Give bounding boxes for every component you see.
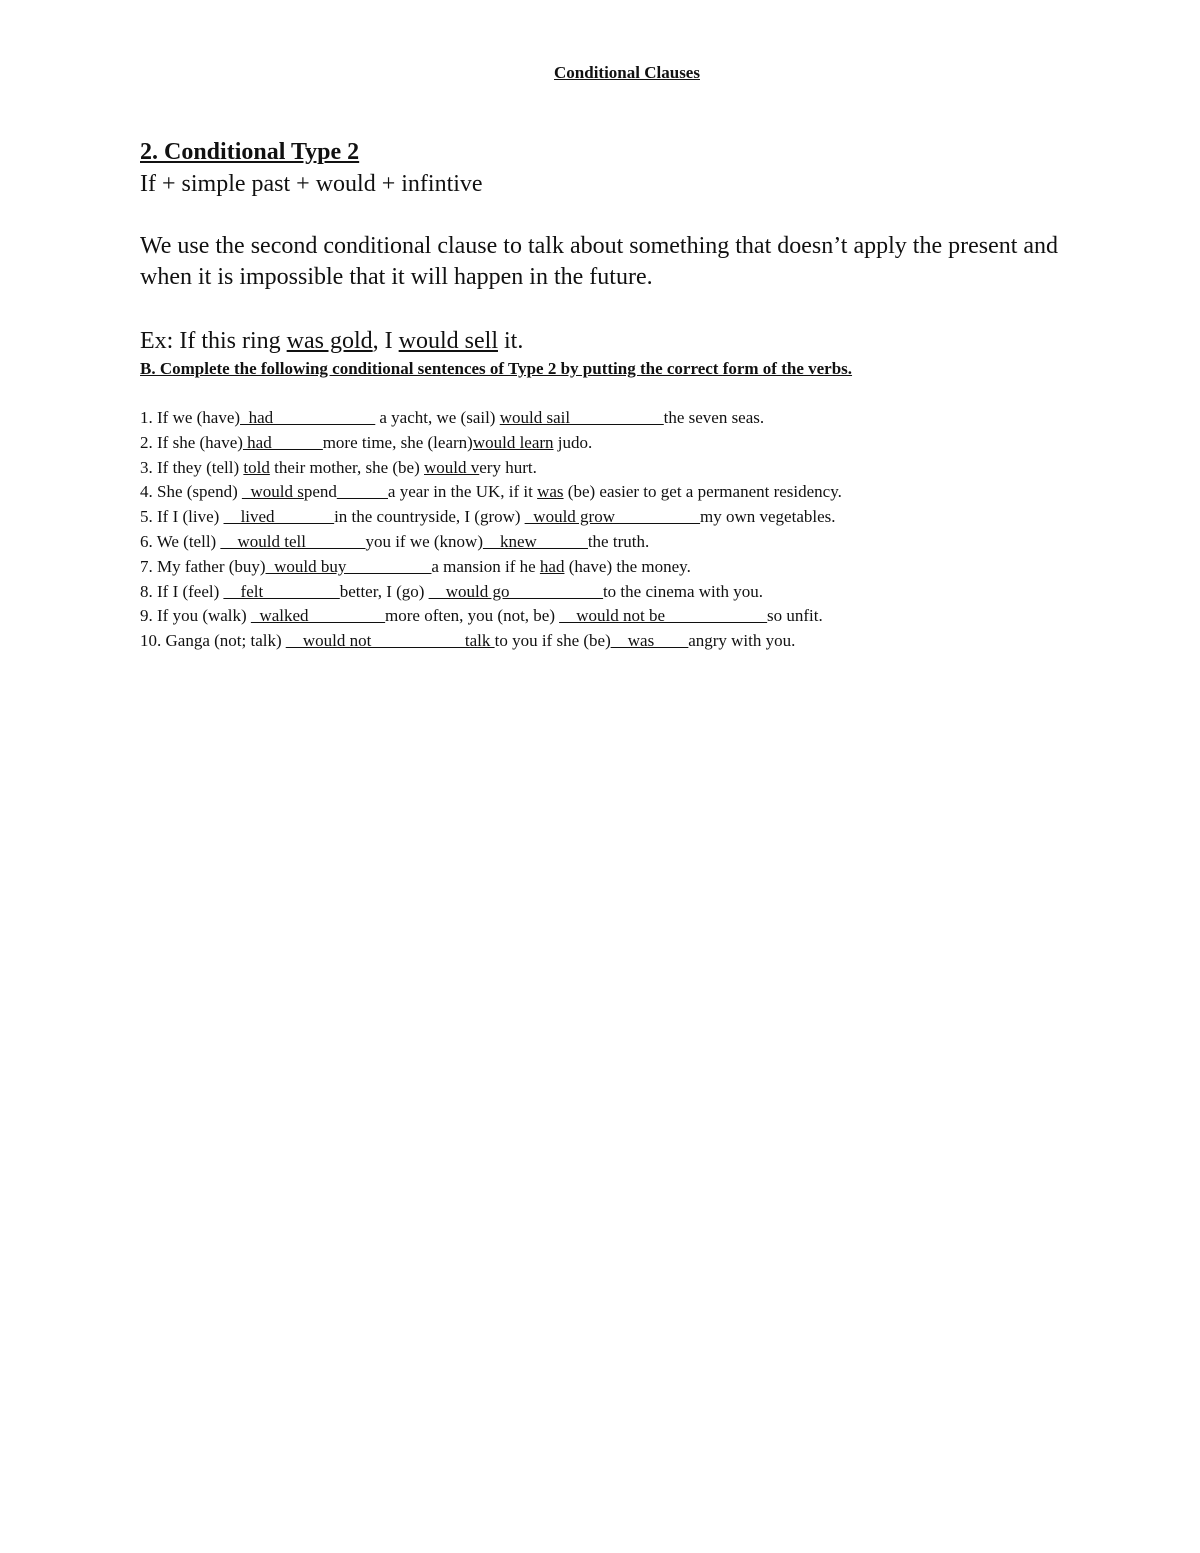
explanation-paragraph: We use the second conditional clause to talk about something that doesn’t apply the present and when it is impossible that it will happen in the future. bbox=[140, 233, 1059, 290]
prompt-text: to you if she (be) bbox=[494, 631, 611, 651]
answer-2: __was____ bbox=[610, 631, 689, 651]
exercise-item-1 bbox=[140, 406, 1100, 431]
answer-1: __lived_______ bbox=[223, 507, 335, 527]
prompt-text: (have) the money. bbox=[564, 556, 691, 576]
answer-2: would v bbox=[424, 457, 480, 477]
example-sentence bbox=[140, 326, 1100, 356]
exercise-item-2 bbox=[140, 431, 1100, 456]
prompt-text: to the cinema with you. bbox=[602, 581, 764, 601]
answer-2: __knew______ bbox=[483, 531, 588, 551]
answer-1: _would s bbox=[241, 482, 304, 502]
prompt-text: 1. If we (have) bbox=[140, 408, 241, 427]
prompt-text: 8. If I (feel) bbox=[140, 581, 224, 601]
exercise-item-4 bbox=[140, 480, 1100, 505]
prompt-text: 7. My father (buy) bbox=[140, 556, 266, 576]
answer-blank: ______ bbox=[336, 482, 388, 502]
prompt-text: judo. bbox=[553, 432, 593, 452]
prompt-text: pend bbox=[303, 482, 337, 502]
answer-2: had bbox=[539, 556, 565, 576]
prompt-text: their mother, she (be) bbox=[269, 457, 424, 477]
answer-2: would learn bbox=[472, 432, 554, 452]
answer-1: told bbox=[243, 457, 270, 477]
answer-1: _walked_________ bbox=[250, 606, 386, 626]
answer-1: _would buy__________ bbox=[265, 556, 432, 576]
example-verb-1: was gold bbox=[286, 328, 373, 354]
exercise-item-5 bbox=[140, 505, 1100, 530]
exercise-item-8 bbox=[140, 580, 1100, 605]
answer-2: __would not be____________ bbox=[559, 606, 768, 626]
prompt-text: more time, she (learn) bbox=[322, 432, 473, 452]
prompt-text: 10. Ganga (not; talk) bbox=[140, 631, 286, 651]
answer-2: __would go___________ bbox=[428, 581, 603, 601]
example-suffix: it. bbox=[497, 328, 524, 354]
prompt-text: better, I (go) bbox=[339, 581, 429, 601]
prompt-text: so unfit. bbox=[767, 606, 823, 626]
example-verb-2: would sell bbox=[398, 328, 498, 354]
prompt-text: a year in the UK, if it bbox=[387, 482, 538, 502]
prompt-text: more often, you (not, be) bbox=[385, 606, 560, 626]
answer-1: __would not___________talk bbox=[285, 631, 495, 651]
prompt-text: you if we (know) bbox=[365, 531, 483, 551]
answer-1: __would tell_______ bbox=[220, 531, 366, 551]
answer-2: was bbox=[537, 482, 564, 502]
exercise-item-7 bbox=[140, 555, 1100, 580]
answer-1: __felt_________ bbox=[223, 581, 340, 601]
prompt-text: my own vegetables. bbox=[700, 507, 836, 527]
prompt-text: in the countryside, I (grow) bbox=[334, 507, 525, 527]
prompt-text: a yacht, we (sail) bbox=[375, 408, 500, 427]
prompt-text: 9. If you (walk) bbox=[140, 606, 251, 626]
answer-2: _would grow__________ bbox=[524, 507, 700, 527]
exercise-item-3 bbox=[140, 456, 1100, 481]
prompt-text: angry with you. bbox=[688, 631, 796, 651]
prompt-text: the truth. bbox=[587, 531, 650, 551]
prompt-text: the seven seas. bbox=[663, 408, 765, 427]
document-title: Conditional Clauses bbox=[554, 63, 700, 82]
section-heading: 2. Conditional Type 2 bbox=[140, 139, 360, 165]
exercise-list bbox=[140, 406, 1100, 654]
prompt-text: 6. We (tell) bbox=[140, 531, 221, 551]
grammar-formula: If + simple past + would + infintive bbox=[140, 171, 483, 197]
exercise-item-9 bbox=[140, 604, 1100, 629]
exercise-item-6 bbox=[140, 530, 1100, 555]
exercise-instruction: B. Complete the following conditional sentences of Type 2 by putting the correct form of the verbs. bbox=[140, 359, 853, 378]
example-prefix: Ex: If this ring bbox=[140, 328, 287, 354]
prompt-text: ery hurt. bbox=[479, 457, 537, 477]
answer-1: had______ bbox=[242, 432, 323, 452]
answer-2: would sail___________ bbox=[499, 408, 664, 427]
exercise-item-10 bbox=[140, 629, 1100, 654]
prompt-text: (be) easier to get a permanent residency. bbox=[563, 482, 842, 502]
prompt-text: a mansion if he bbox=[431, 556, 540, 576]
prompt-text: 3. If they (tell) bbox=[140, 457, 244, 477]
prompt-text: 2. If she (have) bbox=[140, 432, 243, 452]
example-mid: , I bbox=[372, 328, 399, 354]
answer-1: _had____________ bbox=[240, 408, 376, 427]
prompt-text: 5. If I (live) bbox=[140, 507, 224, 527]
prompt-text: 4. She (spend) bbox=[140, 482, 242, 502]
